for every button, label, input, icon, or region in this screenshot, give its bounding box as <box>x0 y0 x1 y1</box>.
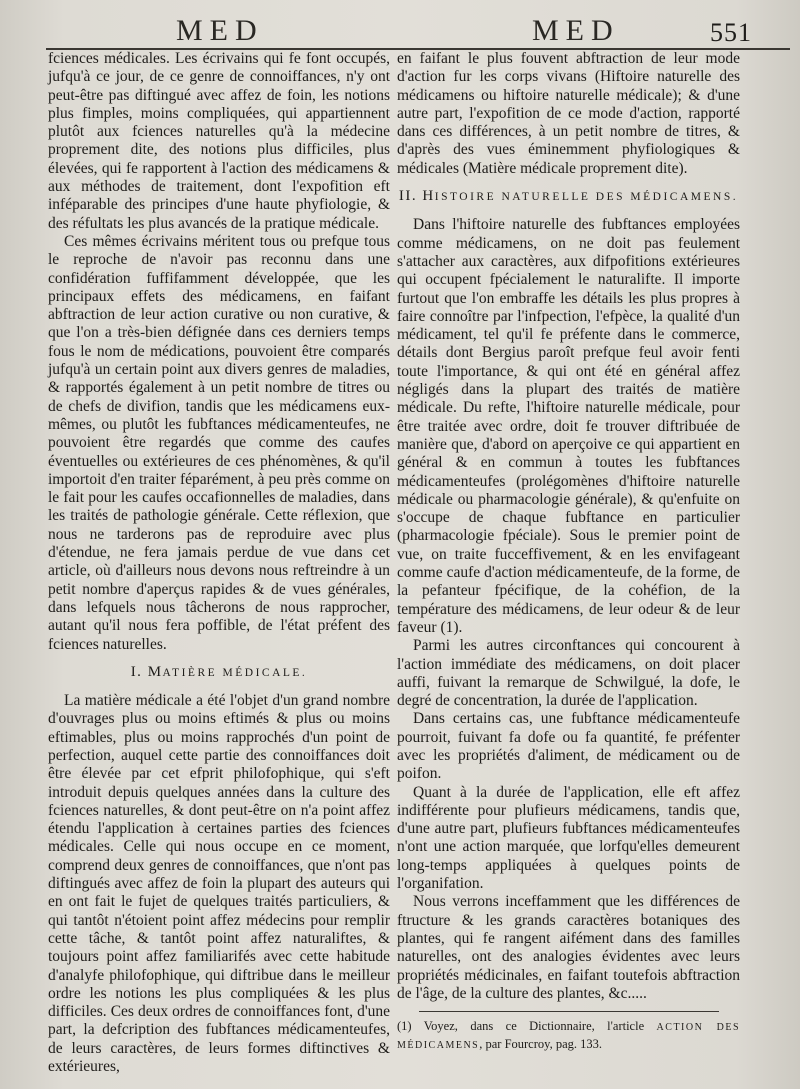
heading-number: II. <box>398 188 418 205</box>
running-head-right: MED <box>532 14 620 47</box>
paragraph: Nous verrons inceffamment que les différences de ftructure & les grands caractères botaniques des plantes, qui fe rangent aifément dans des familles naturelles, ont des analogies évidentes avec leurs propriétés médicinales, en faifant toutefois abftraction de l'âge, de la culture des plantes, &c..... <box>397 893 740 1002</box>
paragraph: Dans certains cas, une fubftance médicamenteufe pourroit, fuivant fa dofe ou fa quantité, fe préfenter avec les propriétés d'aliment, de médicament ou de poifon. <box>397 710 740 783</box>
paragraph: Quant à la durée de l'application, elle eft affez indifférente pour plufieurs médicamens, tandis que, d'une autre part, plufieurs fubftances médicamenteufes n'ont une action marquée, que lorfqu'elles demeurent long-temps appliquées à quelques points de l'organifation. <box>397 783 740 893</box>
footnote <box>397 1018 740 1054</box>
heading-initial: M <box>147 663 163 680</box>
heading-number: I. <box>130 663 143 680</box>
section-heading-histoire-naturelle <box>397 187 740 206</box>
paragraph: fciences médicales. Les écrivains qui fe font occupés, jufqu'à ce jour, de ce genre de connoiffances, n'y ont peut-être pas diftingué avec affez de foin, les notions plus fimples, moins compliquées, qui appartiennent plutôt aux fciences naturelles qu'à la médecine proprement dite, des notions plus difficiles, plus élevées, qui fe rapportent à l'action des médicamens & aux méthodes de traitement, dont l'expofition eft inféparable des principes d'une haute phyfiologie, & des réfultats les plus avancés de la pratique médicale. <box>48 50 390 232</box>
heading-text: ATIÈRE MÉDICALE. <box>162 666 308 679</box>
paragraph: en faifant le plus fouvent abftraction de leur mode d'action fur les corps vivans (Hiftoire naturelle des médicamens ou hiftoire naturelle médicale); & d'une autre part, l'expofition de ce mode d'action, rapporté dans ces différences, à un petit nombre de titres, & d'après des vues éminemment phyfiologiques & médicales (Matière médicale proprement dite). <box>397 50 740 177</box>
section-heading-matiere-medicale <box>48 663 390 682</box>
footnote-smallcaps: ACTION DES MÉDICAMENS <box>397 1022 741 1052</box>
paragraph: La matière médicale a été l'objet d'un grand nombre d'ouvrages plus ou moins eftimés & plus ou moins eftimables, plus ou moins rapprochés d'un point de perfection, auquel cette partie des connoiffances doit être élevée par cet efprit philofophique, qui s'eft introduit depuis quelques années dans la culture des fciences naturelles, & dont peut-être on n'a point affez étendu l'application à certaines parties des fciences médicales. Celle qui nous occupe en ce moment, comprend deux genres de connoiffances, que n'ont pas diftingués avec affez de foin la plupart des auteurs qui en ont fait le fujet de quelques traités particuliers, & qui tantôt n'étoient point affez médecins pour remplir cette tâche, & tantôt point affez naturaliftes, & toujours point affez familiarifés avec cette habitude d'analyfe philofophique, qui diftribue dans le meilleur ordre les notions les plus compliquées & les plus difficiles. Ces deux ordres de connoiffances font, d'une part, la defcription des fubftances médicamenteufes, de leurs caractères, de leurs formes diftinctives & extérieures, <box>48 692 390 1076</box>
paragraph: Dans l'hiftoire naturelle des fubftances employées comme médicamens, on ne doit pas feulement s'attacher aux caractères, aux difpofitions extérieures qui occupent fpécialement le naturalifte. Il importe furtout que l'on embraffe les détails les plus propres à faire connoître par l'infpection, l'efpèce, la qualité d'un médicament, tel qu'il fe préfente dans le commerce, détails dont Bergius paroît prefque feul avoir fenti toute l'importance, & qui ont été en général affez négligés dans la plupart des traités de matière médicale. Du refte, l'hiftoire naturelle médicale, pour être traitée avec ordre, doit fe trouver diftribuée de manière que, d'abord on aperçoive ce qui appartient en général & en commun à toutes les fubftances médicamenteufes (prolégomènes d'hiftoire naturelle médicale ou pharmacologie générale), & qu'enfuite on s'occupe de chaque fubftance en particulier (pharmacologie fpéciale). Sous le premier point de vue, on traite fucceffivement, & en les envifageant comme caufe d'action médicamenteufe, de la forme, de la pefanteur fpécifique, de la cohéfion, de la température des médicamens, de leur odeur & de leur faveur (1). <box>397 216 740 636</box>
footnote-text-end: , par Fourcroy, pag. 133. <box>479 1037 603 1052</box>
paragraph: Ces mêmes écrivains méritent tous ou prefque tous le reproche de n'avoir pas reconnu dans une confidération fuffifamment développée, que les principaux effets des médicamens, en faifant abftraction de leur action curative ou non curative, & que l'on a très-bien défignée dans ces derniers temps fous le nom de médications, pouvoient être comparés jufqu'à un certain point aux divers genres de maladies, & rapportés également à un petit nombre de titres ou de chefs de divifion, tandis que les médicamens eux-mêmes, ou plutôt les fubftances médicamenteufes, ne pouvoient être regardés que comme des caufes éventuelles ou extérieures de ces phénomènes, & qu'il importoit d'en traiter féparément, à peu près comme on le fait pour les caufes occafionnelles de maladies, dans les traités de pathologie générale. Cette réflexion, que nous ne tarderons pas de reproduire avec plus d'étendue, ne fera jamais perdue de vue dans cet article, où d'ailleurs nous devons nous reftreindre à un petit nombre d'aperçus rapides & de vues générales, dans lefquels nous tâcherons de nous rapprocher, autant qu'il nous fera poffible, de l'état préfent des fciences naturelles. <box>48 232 390 653</box>
heading-initial: H <box>422 188 435 205</box>
right-column <box>397 50 740 1054</box>
running-head-left: MED <box>176 14 264 47</box>
page-number: 551 <box>710 18 752 47</box>
footnote-text: (1) Voyez, dans ce Dictionnaire, l'article <box>397 1019 645 1034</box>
left-column <box>48 50 390 1076</box>
footnote-rule <box>419 1011 719 1012</box>
paragraph: Parmi les autres circonftances qui concourent à l'action immédiate des médicamens, on doit placer auffi, fuivant la remarque de Schwilgué, la dofe, le degré de concentration, la durée de l'application. <box>397 637 740 710</box>
heading-text: ISTOIRE NATURELLE DES MÉDICAMENS. <box>434 191 739 204</box>
